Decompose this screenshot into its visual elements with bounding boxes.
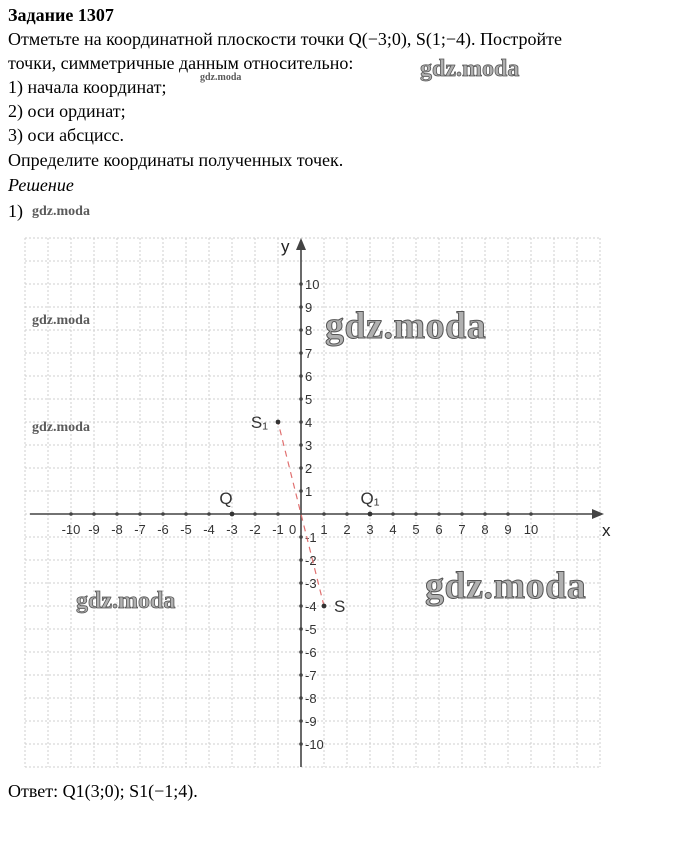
y-tick-mark — [299, 558, 303, 562]
watermark-small-1: gdz.moda — [32, 204, 90, 219]
y-tick-mark — [299, 351, 303, 355]
x-tick-mark — [69, 512, 73, 516]
watermark-large-1: gdz.moda — [325, 305, 487, 347]
task-text-line1: Отметьте на координатной плоскости точки Q(−3;0), S(1;−4). Постройте — [8, 29, 563, 49]
x-tick-label: -9 — [88, 522, 100, 537]
watermark-header: gdz.moda — [420, 56, 520, 82]
task-question: Определите координаты полученных точек. — [8, 150, 344, 170]
x-tick-mark — [345, 512, 349, 516]
x-tick-mark — [207, 512, 211, 516]
task-text-line2: точки, симметричные данным относительно: — [8, 53, 354, 73]
task-item-3: 3) оси абсцисс. — [8, 125, 124, 145]
y-tick-mark — [299, 535, 303, 539]
y-tick-mark — [299, 581, 303, 585]
watermark-large-2: gdz.moda — [425, 565, 587, 607]
y-tick-label: -2 — [305, 553, 317, 568]
point-label-Q1: Q₁ — [360, 489, 380, 508]
watermark-medium: gdz.moda — [76, 588, 176, 614]
x-tick-label: 1 — [320, 522, 328, 537]
y-tick-mark — [299, 420, 303, 424]
y-tick-label: 4 — [305, 415, 313, 430]
x-tick-label: 10 — [523, 522, 539, 537]
x-tick-mark — [138, 512, 142, 516]
point-S — [322, 604, 327, 609]
task-item-1: 1) начала координат; — [8, 77, 167, 97]
x-tick-label: -2 — [249, 522, 261, 537]
x-tick-mark — [483, 512, 487, 516]
point-Q — [230, 512, 235, 517]
x-tick-mark — [437, 512, 441, 516]
x-tick-mark — [92, 512, 96, 516]
watermark-tiny: gdz.moda — [200, 72, 242, 83]
y-tick-mark — [299, 719, 303, 723]
y-tick-label: 1 — [305, 484, 313, 499]
y-tick-label: -5 — [305, 622, 317, 637]
x-tick-label: 7 — [458, 522, 466, 537]
y-tick-label: 8 — [305, 323, 313, 338]
y-tick-mark — [299, 305, 303, 309]
origin-label: 0 — [289, 522, 297, 537]
axes — [30, 238, 604, 767]
x-tick-mark — [322, 512, 326, 516]
solution-part-label: 1) — [8, 201, 23, 221]
point-label-S1: S₁ — [250, 413, 268, 432]
watermark-small-3: gdz.moda — [32, 420, 90, 435]
x-tick-label: 2 — [343, 522, 351, 537]
y-tick-label: 3 — [305, 438, 313, 453]
y-tick-mark — [299, 742, 303, 746]
x-tick-label: 5 — [412, 522, 420, 537]
x-tick-label: 3 — [366, 522, 374, 537]
x-tick-label: -6 — [157, 522, 169, 537]
x-tick-mark — [253, 512, 257, 516]
y-tick-mark — [299, 397, 303, 401]
y-axis-label: y — [281, 237, 290, 256]
y-tick-label: 7 — [305, 346, 313, 361]
grid — [25, 238, 600, 767]
y-tick-label: -10 — [305, 737, 324, 752]
y-tick-mark — [299, 374, 303, 378]
y-tick-mark — [299, 282, 303, 286]
y-tick-label: 2 — [305, 461, 313, 476]
y-tick-mark — [299, 604, 303, 608]
y-tick-mark — [299, 650, 303, 654]
x-tick-mark — [414, 512, 418, 516]
y-tick-label: 9 — [305, 300, 313, 315]
point-S1 — [276, 420, 281, 425]
x-tick-label: 4 — [389, 522, 397, 537]
x-tick-label: 8 — [481, 522, 489, 537]
x-tick-mark — [506, 512, 510, 516]
x-tick-label: -4 — [203, 522, 215, 537]
x-tick-mark — [161, 512, 165, 516]
solution-heading: Решение — [8, 175, 74, 195]
y-tick-mark — [299, 328, 303, 332]
x-axis-arrow — [592, 509, 604, 519]
y-tick-label: -4 — [305, 599, 317, 614]
y-tick-label: -9 — [305, 714, 317, 729]
y-tick-label: -7 — [305, 668, 317, 683]
x-tick-mark — [115, 512, 119, 516]
task-title: Задание 1307 — [8, 5, 114, 25]
x-tick-mark — [184, 512, 188, 516]
y-tick-mark — [299, 489, 303, 493]
y-tick-label: 10 — [305, 277, 320, 292]
point-label-Q: Q — [219, 489, 233, 508]
y-tick-label: -8 — [305, 691, 317, 706]
x-axis-label: x — [602, 521, 611, 540]
y-tick-label: 6 — [305, 369, 313, 384]
y-tick-mark — [299, 696, 303, 700]
y-tick-mark — [299, 443, 303, 447]
y-tick-mark — [299, 673, 303, 677]
x-tick-mark — [391, 512, 395, 516]
x-tick-label: -8 — [111, 522, 123, 537]
y-tick-label: -6 — [305, 645, 317, 660]
y-tick-mark — [299, 466, 303, 470]
point-label-S: S — [334, 597, 346, 616]
task-item-2: 2) оси ординат; — [8, 101, 126, 121]
x-tick-label: -1 — [272, 522, 284, 537]
x-tick-label: 9 — [504, 522, 512, 537]
point-Q1 — [368, 512, 373, 517]
x-tick-label: -10 — [61, 522, 81, 537]
watermark-small-2: gdz.moda — [32, 313, 90, 328]
x-tick-label: -3 — [226, 522, 238, 537]
y-tick-mark — [299, 627, 303, 631]
x-tick-label: -5 — [180, 522, 192, 537]
y-tick-label: 5 — [305, 392, 313, 407]
x-tick-mark — [529, 512, 533, 516]
x-tick-mark — [460, 512, 464, 516]
x-tick-label: 6 — [435, 522, 443, 537]
x-tick-mark — [276, 512, 280, 516]
y-tick-label: -1 — [305, 530, 317, 545]
y-tick-label: -3 — [305, 576, 317, 591]
y-axis-arrow — [296, 238, 306, 250]
x-tick-label: -7 — [134, 522, 146, 537]
answer: Ответ: Q1(3;0); S1(−1;4). — [8, 781, 198, 801]
